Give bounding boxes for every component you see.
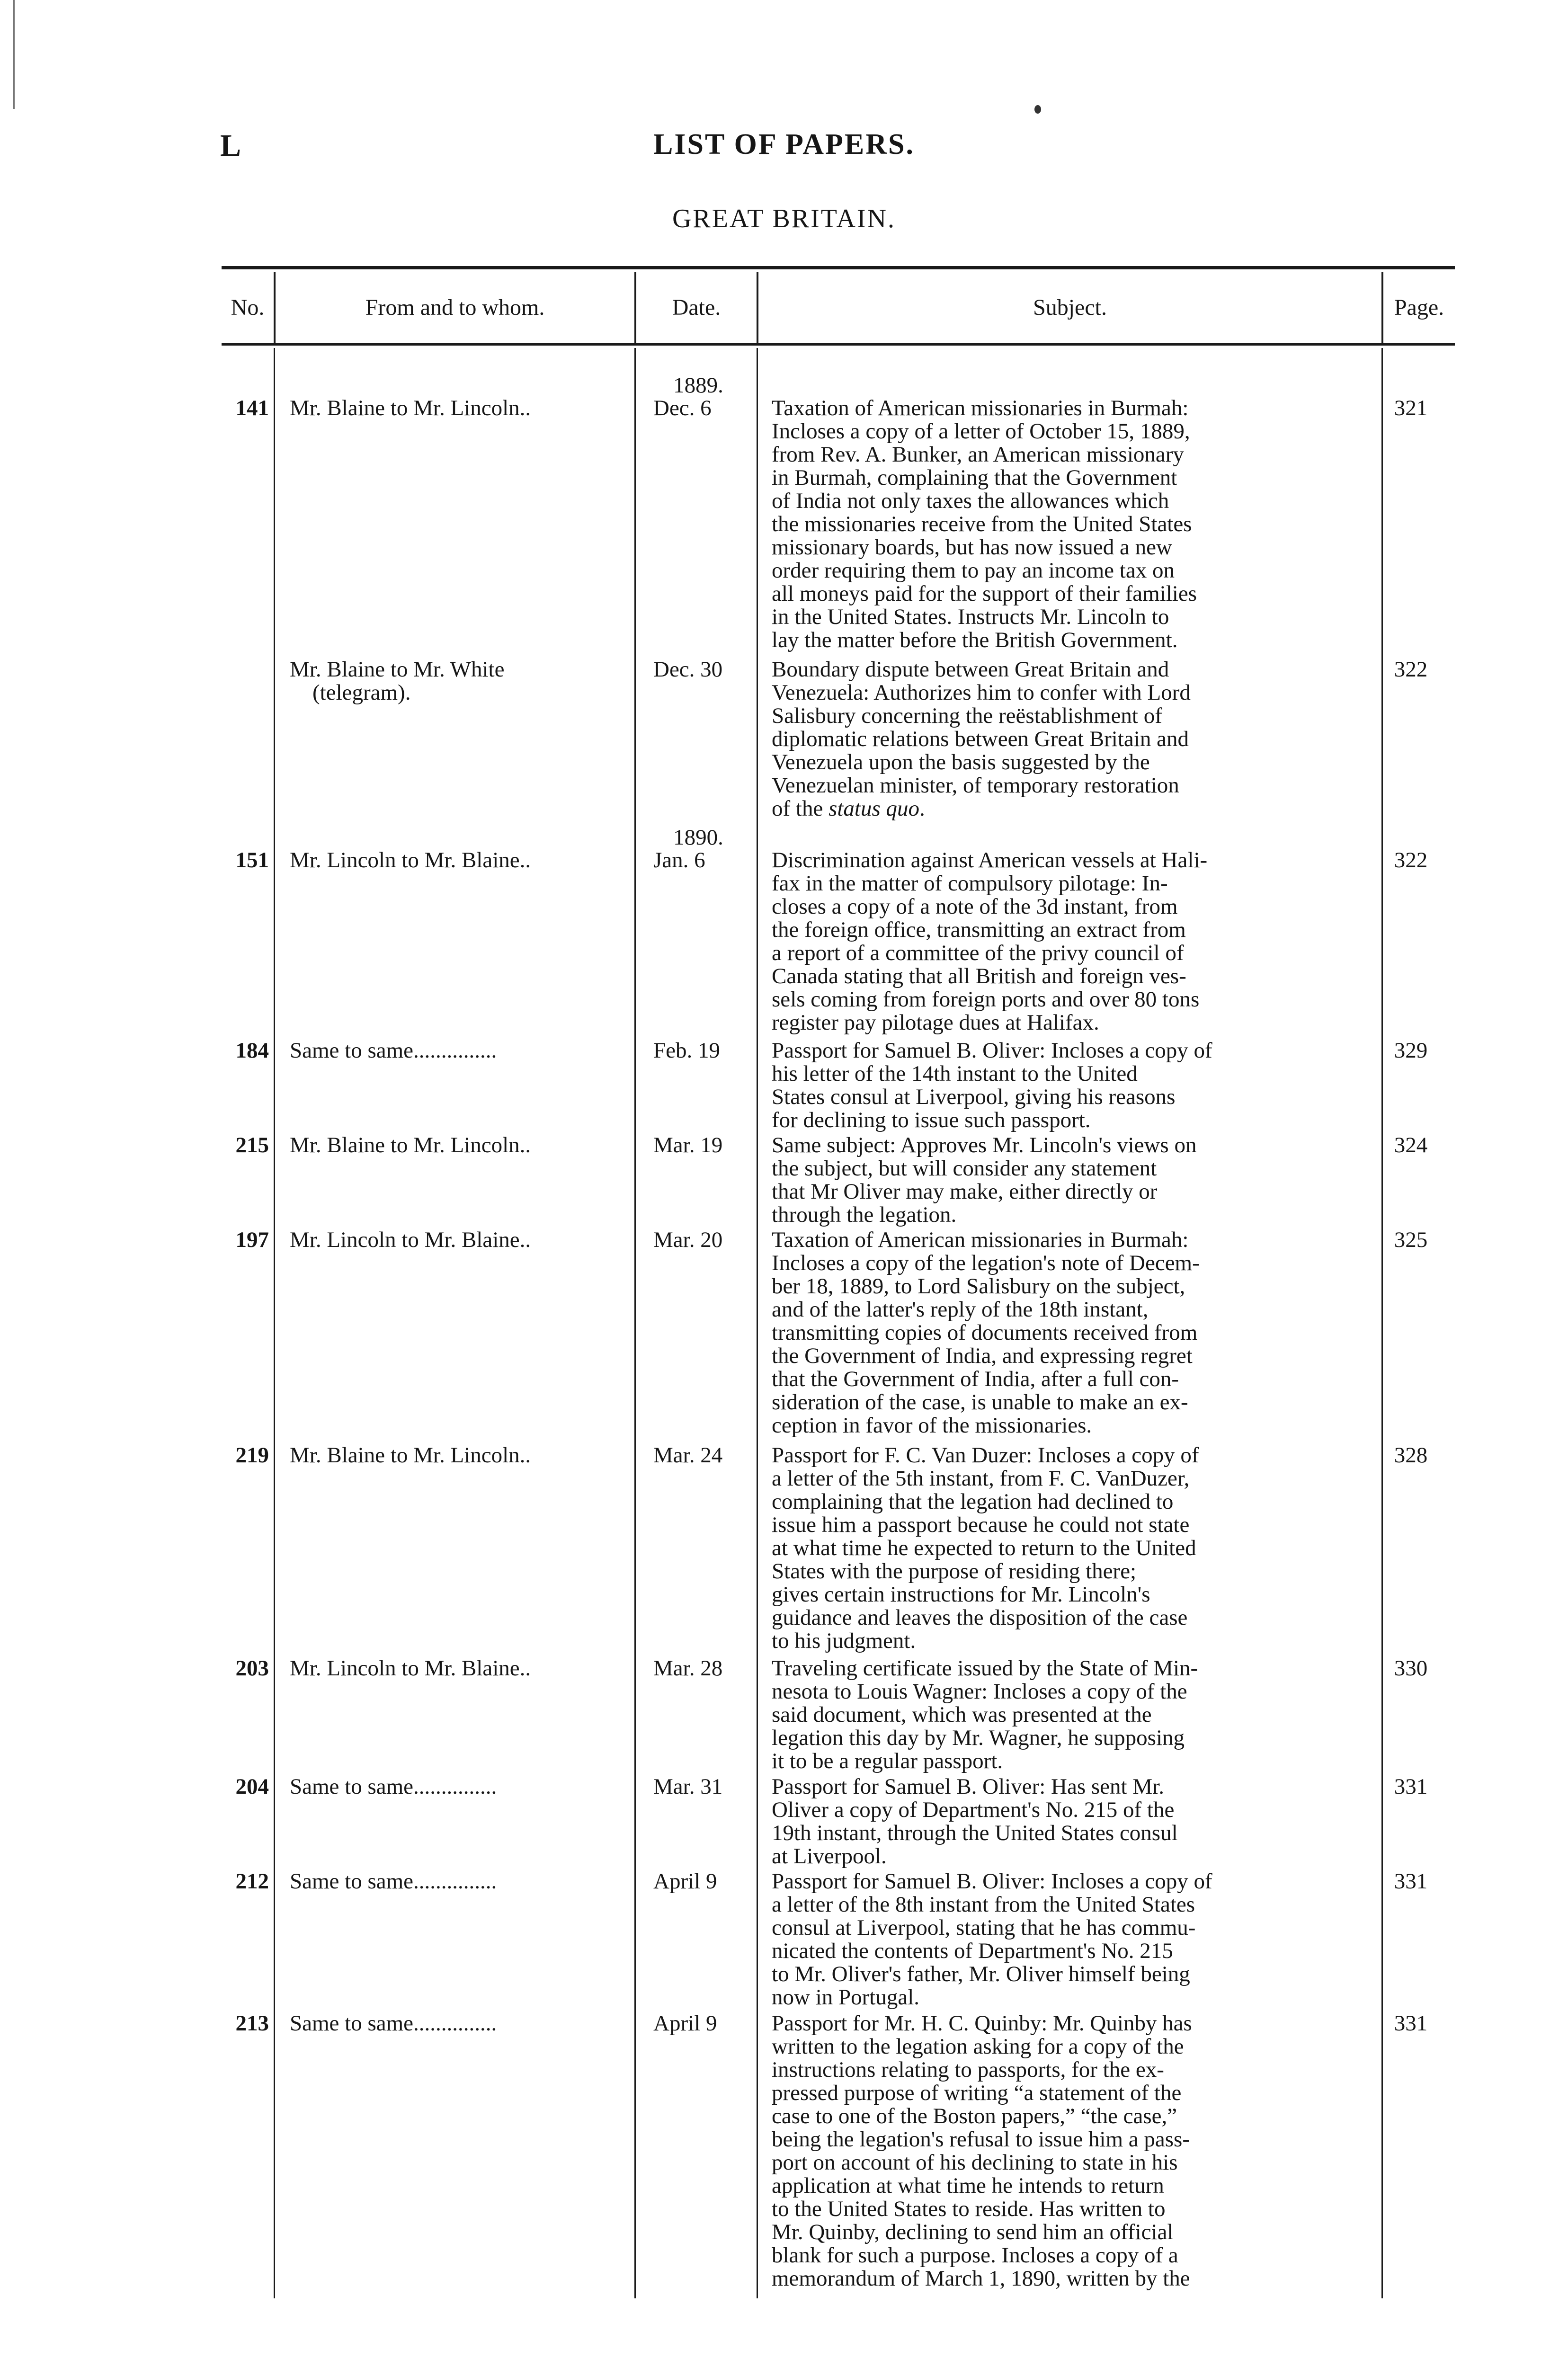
subject-line: and of the latter's reply of the 18th instant, [772,1297,1149,1322]
subject-line: gives certain instructions for Mr. Lincoln's [772,1582,1150,1607]
subject-line: Taxation of American missionaries in Burmah: [772,396,1189,420]
subject-line: Incloses a copy of a letter of October 15, 1889, [772,419,1190,444]
date: Mar. 31 [653,1774,723,1799]
subject-line: ception in favor of the missionaries. [772,1413,1092,1438]
subject-line: application at what time he intends to return [772,2173,1164,2198]
date: Dec. 30 [653,657,723,682]
date: Mar. 20 [653,1228,723,1252]
subject-line: Mr. Quinby, declining to send him an official [772,2220,1174,2244]
from-and-to: Mr. Lincoln to Mr. Blaine.. [290,848,531,872]
table-header-rule [222,343,1455,346]
subject-line: Passport for Samuel B. Oliver: Has sent Mr. [772,1774,1164,1799]
subject-line: Incloses a copy of the legation's note of Decem- [772,1251,1200,1275]
paper-number: 197 [235,1228,269,1252]
subject-line: case to one of the Boston papers,” “the case,” [772,2104,1177,2128]
subject-line: order requiring them to pay an income tax on [772,558,1175,583]
subject-line: his letter of the 14th instant to the United [772,1061,1138,1086]
subject [772,397,1368,652]
subject-line: register pay pilotage dues at Halifax. [772,1010,1099,1035]
date: Mar. 19 [653,1133,723,1157]
subject-line: Boundary dispute between Great Britain and [772,657,1169,682]
paper-number: 215 [235,1133,269,1157]
date: April 9 [653,2011,717,2036]
subject-line: States consul at Liverpool, giving his reasons [772,1085,1176,1109]
subject-line: all moneys paid for the support of their families [772,581,1197,606]
subject-line: being the legation's refusal to issue him a pass- [772,2127,1190,2152]
subject-line: Canada stating that all British and foreign ves- [772,964,1186,988]
date: Mar. 28 [653,1656,723,1681]
page-ref: 329 [1394,1038,1428,1063]
column-divider [757,348,758,2298]
scan-edge-line [13,0,15,109]
page-ref: 331 [1394,1869,1428,1894]
subject [772,1134,1368,1227]
subject-line: a letter of the 5th instant, from F. C. VanDuzer, [772,1466,1190,1491]
subject-line: port on account of his declining to state in his [772,2150,1178,2175]
subject-line: the missionaries receive from the United States [772,512,1192,536]
page-ref: 331 [1394,2011,1428,2036]
subject-line: nesota to Louis Wagner: Incloses a copy of the [772,1679,1187,1704]
subject-line: said document, which was presented at the [772,1702,1152,1727]
subject-line: Same subject: Approves Mr. Lincoln's views on [772,1133,1197,1157]
subject-line: closes a copy of a note of the 3d instant, from [772,894,1178,919]
subject-line: ber 18, 1889, to Lord Salisbury on the subject, [772,1274,1185,1299]
subject-line: Passport for F. C. Van Duzer: Incloses a copy of [772,1443,1199,1468]
subject-line: the foreign office, transmitting an extract from [772,917,1186,942]
subject-line: Passport for Samuel B. Oliver: Incloses a copy of [772,1038,1212,1063]
subject-line: Venezuelan minister, of temporary restoration [772,773,1179,798]
subject-line: issue him a passport because he could not state [772,1513,1190,1537]
page-number: L [220,128,242,163]
subject [772,1870,1368,2009]
subject-line: missionary boards, but has now issued a new [772,535,1172,560]
subject-line: the subject, but will consider any statement [772,1156,1157,1181]
subject-line: that the Government of India, after a full con- [772,1367,1179,1391]
from-and-to: Same to same............... [290,1869,497,1894]
subject-line: Passport for Samuel B. Oliver: Incloses a copy of [772,1869,1212,1894]
subject-line: legation this day by Mr. Wagner, he supposing [772,1726,1185,1750]
from-and-to: Mr. Lincoln to Mr. Blaine.. [290,1656,531,1681]
paper-number: 204 [235,1774,269,1799]
page-ref: 322 [1394,657,1428,682]
subject-line: Traveling certificate issued by the State of Min- [772,1656,1198,1681]
page-ref: 328 [1394,1443,1428,1468]
subject-line: sideration of the case, is unable to make an ex- [772,1390,1188,1415]
paper-number: 203 [235,1656,269,1681]
paper-number: 212 [235,1869,269,1894]
paper-number: 151 [235,848,269,872]
subject-line: written to the legation asking for a copy of the [772,2034,1184,2059]
subject-line: instructions relating to passports, for the ex- [772,2057,1164,2082]
paper-number: 213 [235,2011,269,2036]
from-and-to: Mr. Blaine to Mr. Lincoln.. [290,396,531,420]
subject [772,1039,1368,1132]
subject-line: in the United States. Instructs Mr. Lincoln to [772,605,1169,629]
subject-line: Discrimination against American vessels at Hali- [772,848,1208,872]
subject [772,1775,1368,1868]
paper-number: 184 [235,1038,269,1063]
subject-line: now in Portugal. [772,1985,920,2010]
section-title: GREAT BRITAIN. [672,204,896,233]
ink-speck [1034,105,1041,114]
subject-line: for declining to issue such passport. [772,1108,1091,1132]
page-ref: 321 [1394,396,1428,420]
from-and-to: Mr. Blaine to Mr. Lincoln.. [290,1443,531,1468]
date: Jan. 6 [653,848,705,872]
column-divider [634,348,636,2298]
subject [772,1444,1368,1653]
subject-line: it to be a regular passport. [772,1749,1003,1773]
subject [772,658,1368,820]
subject [772,2012,1368,2290]
subject [772,1228,1368,1437]
subject-line: at what time he expected to return to the United [772,1536,1196,1560]
date: Dec. 6 [653,396,712,420]
column-header-subject: Subject. [1033,295,1107,320]
table-top-rule [222,266,1455,269]
subject-line: lay the matter before the British Government. [772,628,1178,652]
from-and-to: Mr. Blaine to Mr. Lincoln.. [290,1133,531,1157]
paper-number: 141 [235,396,269,420]
from-and-to-note: (telegram). [312,680,411,705]
subject-line: 19th instant, through the United States consul [772,1821,1178,1845]
page-ref: 325 [1394,1228,1428,1252]
subject-line: that Mr Oliver may make, either directly or [772,1179,1158,1204]
subject-line: to Mr. Oliver's father, Mr. Oliver himself being [772,1962,1190,1986]
subject-line: fax in the matter of compulsory pilotage: In- [772,871,1168,896]
subject-line: States with the purpose of residing there; [772,1559,1137,1584]
from-and-to: Same to same............... [290,1038,497,1063]
subject-line: Venezuela upon the basis suggested by the [772,750,1150,774]
subject-line: Taxation of American missionaries in Burmah: [772,1228,1189,1252]
subject-line: to his judgment. [772,1628,916,1653]
subject-line: Salisbury concerning the reëstablishment of [772,703,1162,728]
subject-line: through the legation. [772,1202,957,1227]
subject-line: sels coming from foreign ports and over 80 tons [772,987,1200,1012]
subject-line: pressed purpose of writing “a statement of the [772,2081,1182,2105]
running-head: LIST OF PAPERS. [653,128,915,160]
subject-line: guidance and leaves the disposition of the case [772,1605,1188,1630]
page-ref: 331 [1394,1774,1428,1799]
subject-line: of the status quo. [772,796,925,821]
year-label: 1889. [673,373,723,398]
subject-line: a letter of the 8th instant from the United States [772,1892,1195,1917]
column-header-from: From and to whom. [365,295,545,320]
subject-line: blank for such a purpose. Incloses a copy of a [772,2243,1178,2268]
year-label: 1890. [673,825,723,850]
subject-line: complaining that the legation had declined to [772,1489,1174,1514]
date: April 9 [653,1869,717,1894]
page-ref: 330 [1394,1656,1428,1681]
subject-line: transmitting copies of documents received from [772,1320,1198,1345]
date: Mar. 24 [653,1443,723,1468]
subject-line: from Rev. A. Bunker, an American missionary [772,442,1184,467]
column-divider [274,348,275,2298]
subject-line: Venezuela: Authorizes him to confer with Lord [772,680,1191,705]
subject-line: Oliver a copy of Department's No. 215 of the [772,1797,1175,1822]
subject-line: memorandum of March 1, 1890, written by the [772,2266,1190,2291]
subject-line: the Government of India, and expressing regret [772,1344,1193,1368]
subject-line: consul at Liverpool, stating that he has commu- [772,1915,1196,1940]
page-ref: 324 [1394,1133,1428,1157]
subject-line: to the United States to reside. Has written to [772,2197,1166,2221]
subject-line: nicated the contents of Department's No. 215 [772,1939,1173,1963]
subject [772,1657,1368,1773]
subject-line: Passport for Mr. H. C. Quinby: Mr. Quinby has [772,2011,1192,2036]
from-and-to: Mr. Lincoln to Mr. Blaine.. [290,1228,531,1252]
from-and-to: Same to same............... [290,1774,497,1799]
column-header-date: Date. [672,295,721,320]
page-ref: 322 [1394,848,1428,872]
column-header-page: Page. [1394,295,1444,320]
subject-line: in Burmah, complaining that the Government [772,465,1177,490]
subject-line: of India not only taxes the allowances which [772,489,1169,513]
subject-line: diplomatic relations between Great Britain and [772,727,1189,751]
subject-line: at Liverpool. [772,1844,887,1869]
subject [772,849,1368,1034]
from-and-to: Same to same............... [290,2011,497,2036]
column-header-no: No. [231,295,265,320]
subject-line: a report of a committee of the privy council of [772,941,1184,965]
date: Feb. 19 [653,1038,720,1063]
from-and-to: Mr. Blaine to Mr. White [290,657,505,682]
column-divider [1381,348,1383,2298]
paper-number: 219 [235,1443,269,1468]
